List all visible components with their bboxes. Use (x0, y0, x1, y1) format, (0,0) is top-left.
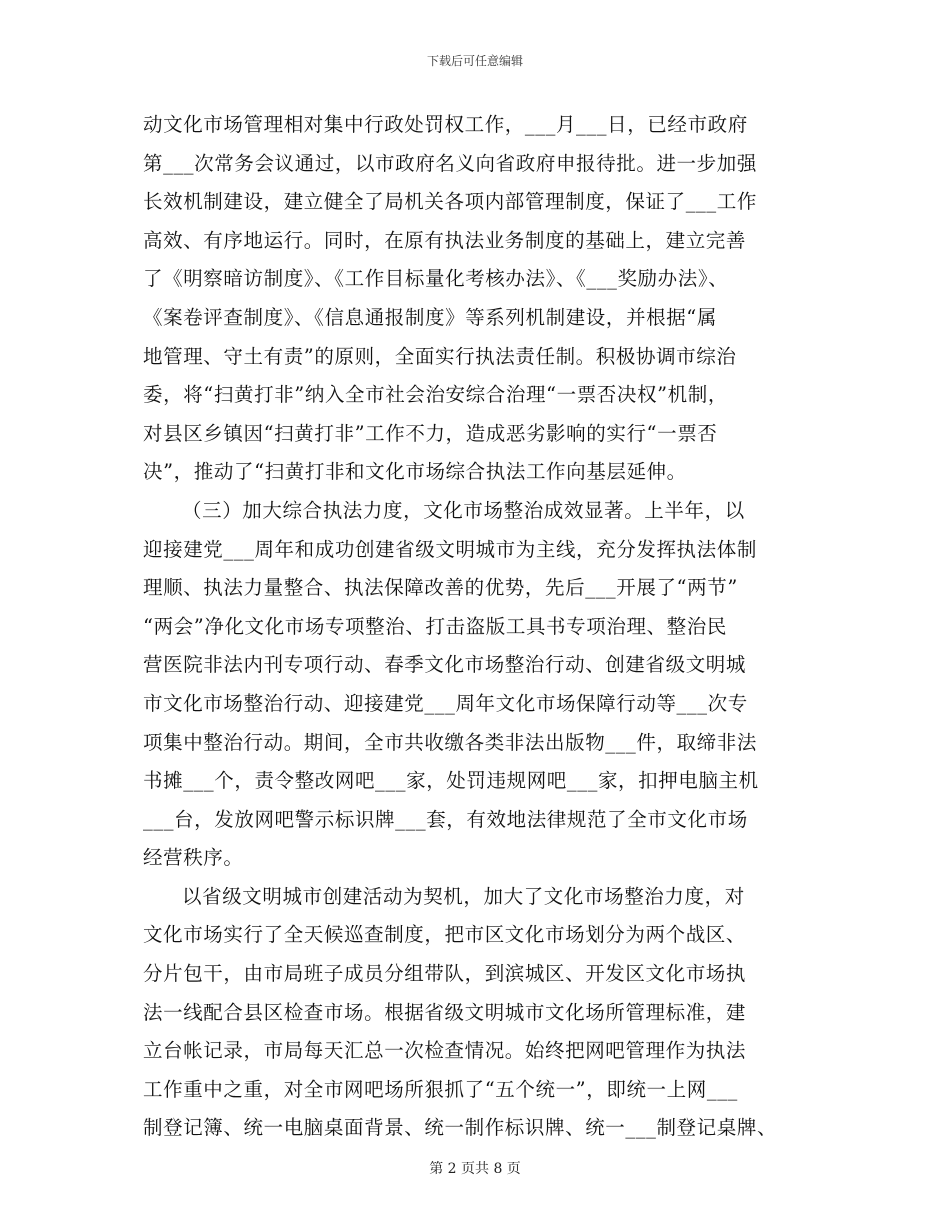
text-line: “两会”净化文化市场专项整治、打击盗版工具书专项治理、整治民 (143, 614, 727, 638)
text-line: 高效、有序地运行。同时，在原有执法业务制度的基础上，建立完善 (143, 228, 747, 252)
text-line: 委，将“扫黄打非”纳入全市社会治安综合治理“一票否决权”机制， (143, 383, 728, 407)
text-line: 文化市场实行了全天候巡查制度，把市区文化市场划分为两个战区、 (143, 923, 747, 947)
text-line: 项集中整治行动。期间，全市共收缴各类非法出版物___件，取缔非法 (143, 730, 757, 754)
text-line: 对县区乡镇因“扫黄打非”工作不力，造成恶劣影响的实行“一票否 (143, 421, 718, 445)
paragraph-start-line: 以省级文明城市创建活动为契机，加大了文化市场整治力度，对 (182, 884, 745, 908)
text-line: 立台帐记录，市局每天汇总一次检查情况。始终把网吧管理作为执法 (143, 1039, 747, 1063)
text-line: 经营秩序。 (143, 846, 244, 870)
text-line: 营医院非法内刊专项行动、春季文化市场整治行动、创建省级文明城 (143, 653, 747, 677)
text-line: 市文化市场整治行动、迎接建党___周年文化市场保障行动等___次专 (143, 691, 748, 715)
paragraph-start-line: （三）加大综合执法力度，文化市场整治成效显著。上半年，以 (182, 498, 745, 522)
document-body (143, 106, 833, 1148)
text-line: 地管理、守土有责”的原则，全面实行执法责任制。积极协调市综治 (143, 344, 737, 368)
text-line: 工作重中之重，对全市网吧场所狠抓了“五个统一”，即统一上网___ (143, 1077, 738, 1101)
text-line: 迎接建党___周年和成功创建省级文明城市为主线，充分发挥执法体制 (143, 537, 757, 561)
text-line: 法一线配合县区检查市场。根据省级文明城市文化场所管理标准，建 (143, 1000, 747, 1024)
text-line: 动文化市场管理相对集中行政处罚权工作，___月___日，已经市政府 (143, 113, 748, 136)
text-line: 《案卷评查制度》、《信息通报制度》等系列机制建设，并根据“属 (143, 305, 717, 329)
text-line: 制登记簿、统一电脑桌面背景、统一制作标识牌、统一___制登记桌牌、 (143, 1116, 778, 1140)
text-line: 书摊___个，责令整改网吧___家，处罚违规网吧___家，扣押电脑主机 (143, 769, 759, 793)
text-line: 第___次常务会议通过，以市政府名义向省政府申报待批。进一步加强 (143, 151, 757, 175)
text-line: 分片包干，由市局班子成员分组带队，到滨城区、开发区文化市场执 (143, 962, 747, 986)
text-line: 理顺、执法力量整合、执法保障改善的优势，先后___开展了“两节” (143, 576, 738, 600)
text-line: 了《明察暗访制度》、《工作目标量化考核办法》、《___奖励办法》、 (143, 267, 729, 291)
text-line: ___台，发放网吧警示标识牌___套，有效地法律规范了全市文化市场 (143, 807, 748, 831)
page-footer: 第 2 页共 8 页 (429, 1161, 521, 1177)
text-line: 长效机制建设，建立健全了局机关各项内部管理制度，保证了___工作 (143, 190, 757, 214)
page-header: 下载后可任意编辑 (426, 54, 523, 68)
text-line: 决”，推动了“扫黄打非和文化市场综合执法工作向基层延伸。 (143, 460, 687, 484)
